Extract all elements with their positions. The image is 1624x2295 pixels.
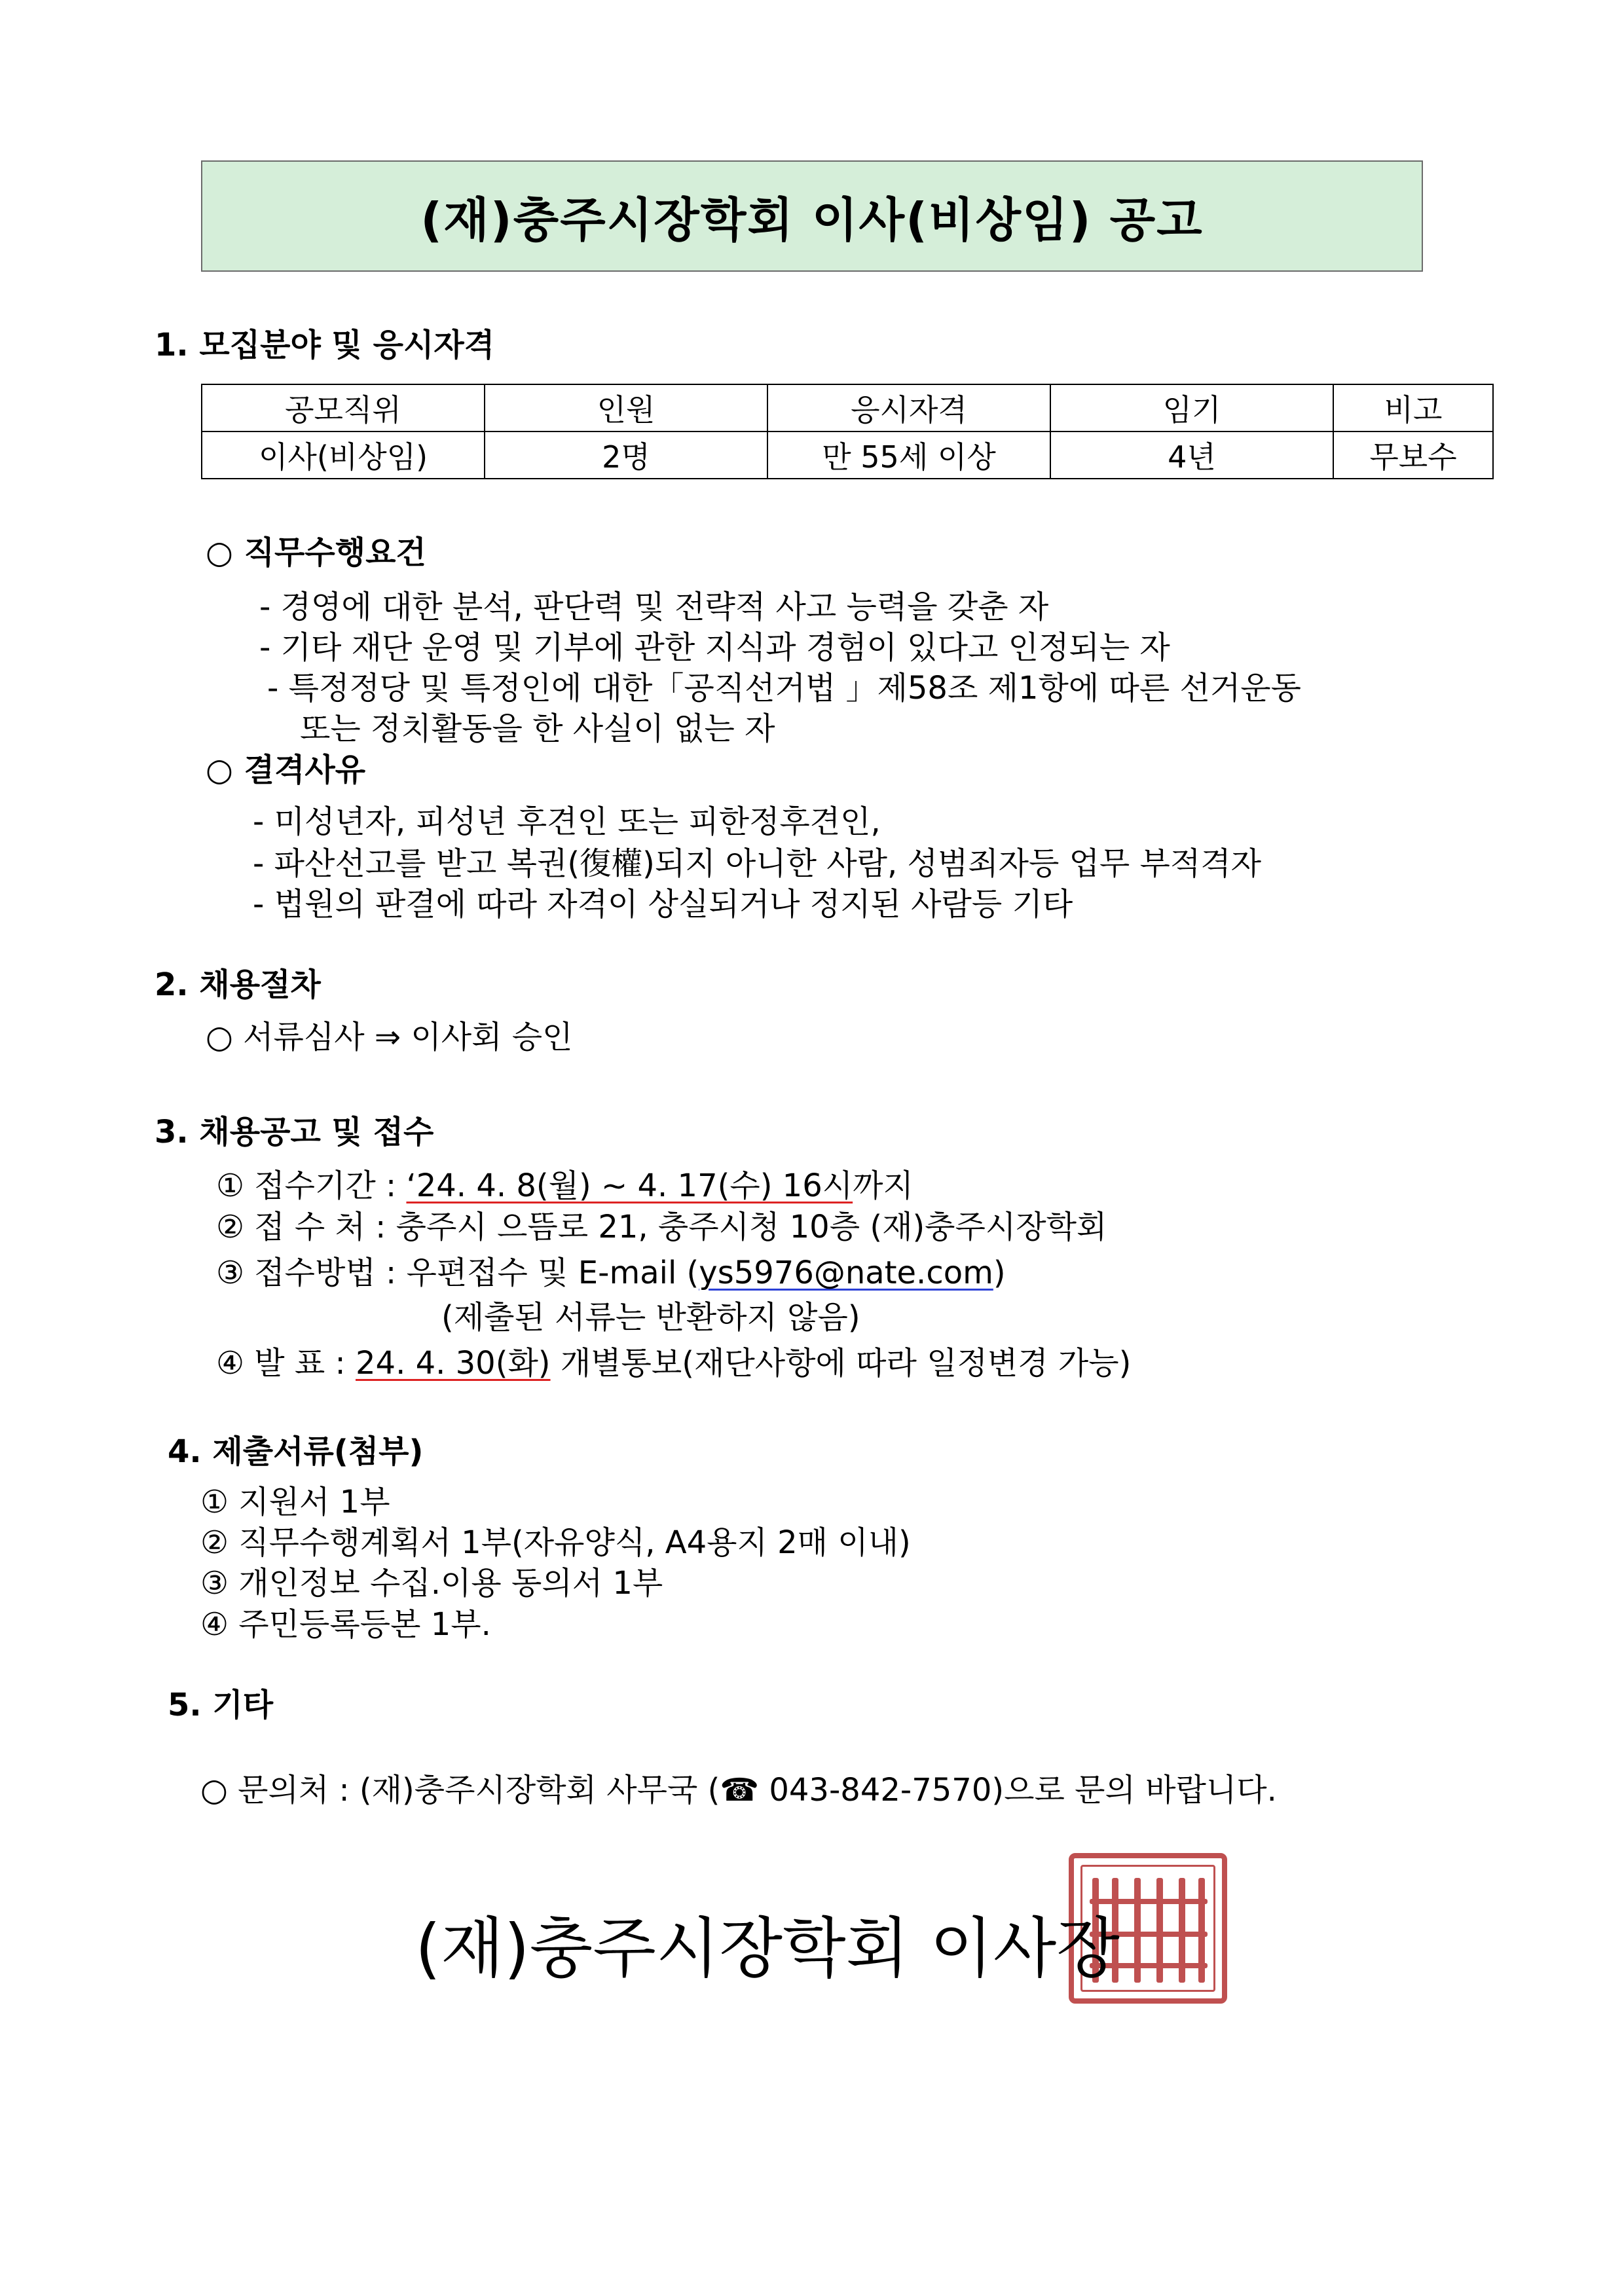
period-suffix: 까지 — [853, 1167, 913, 1204]
document-item: ④ 주민등록등본 1부. — [200, 1606, 491, 1643]
section4-heading: 4. 제출서류(첨부) — [168, 1433, 424, 1470]
duty-title: ○ 직무수행요건 — [206, 534, 426, 571]
method-label: ③ 접수방법 : 우편접수 및 E-mail ( — [216, 1255, 699, 1291]
place-line: ② 접 수 처 : 충주시 으뜸로 21, 충주시청 10층 (재)충주시장학회 — [216, 1209, 1107, 1245]
disqualify-title: ○ 결격사유 — [206, 752, 366, 788]
disqualify-item: - 파산선고를 받고 복권(復權)되지 아니한 사람, 성범죄자등 업무 부적격자 — [253, 845, 1262, 882]
table-header-cell: 비고 — [1333, 384, 1493, 431]
section1-heading: 1. 모집분야 및 응시자격 — [155, 327, 495, 363]
disqualify-item: - 미성년자, 피성년 후견인 또는 피한정후견인, — [253, 803, 881, 840]
section2-heading: 2. 채용절차 — [155, 966, 321, 1003]
table-cell: 4년 — [1050, 431, 1333, 479]
duty-item: - 경영에 대한 분석, 판단력 및 전략적 사고 능력을 갖춘 자 — [259, 589, 1049, 625]
duty-item: - 특정정당 및 특정인에 대한「공직선거법 」제58조 제1항에 따른 선거운동 — [267, 670, 1301, 707]
table-cell: 2명 — [485, 431, 767, 479]
document-item: ② 직무수행계획서 1부(자유양식, A4용지 2매 이내) — [200, 1524, 911, 1561]
signature-line: (재)충주시장학회 이사장 — [415, 1910, 1120, 1987]
table-header-cell: 공모직위 — [202, 384, 485, 431]
announce-line — [216, 1338, 1131, 1383]
section3-heading: 3. 채용공고 및 접수 — [155, 1114, 434, 1150]
email-link[interactable]: ys5976@nate.com — [699, 1255, 993, 1291]
period-label: ① 접수기간 : — [216, 1167, 397, 1204]
table-cell: 만 55세 이상 — [767, 431, 1050, 479]
method-line — [216, 1247, 1006, 1293]
recruit-table — [201, 384, 1494, 479]
method-suffix: ) — [993, 1255, 1006, 1291]
table-header-cell: 임기 — [1050, 384, 1333, 431]
table-header-row — [202, 384, 1493, 431]
document-item: ① 지원서 1부 — [200, 1484, 390, 1520]
table-cell: 이사(비상임) — [202, 431, 485, 479]
announce-rest: 개별통보(재단사항에 따라 일정변경 가능) — [560, 1345, 1132, 1382]
period-line — [216, 1160, 913, 1205]
document-item: ③ 개인정보 수집.이용 동의서 1부 — [200, 1565, 663, 1602]
duty-item: 또는 정치활동을 한 사실이 없는 자 — [300, 710, 775, 747]
contact-line: ○ 문의처 : (재)충주시장학회 사무국 (☎ 043-842-7570)으로 문의 바랍니다. — [200, 1772, 1277, 1808]
section5-heading: 5. 기타 — [168, 1687, 274, 1723]
announce-date: 24. 4. 30(화) — [355, 1345, 551, 1382]
document-title: (재)충주시장학회 이사(비상임) 공고 — [201, 160, 1423, 272]
table-row — [202, 431, 1493, 479]
announce-label: ④ 발 표 : — [216, 1345, 346, 1382]
disqualify-item: - 법원의 판결에 따라 자격이 상실되거나 정지된 사람등 기타 — [253, 886, 1073, 923]
period-value: ‘24. 4. 8(월) ~ 4. 17(수) 16시 — [406, 1167, 853, 1204]
duty-item: - 기타 재단 운영 및 기부에 관한 지식과 경험이 있다고 인정되는 자 — [259, 629, 1170, 666]
table-header-cell: 응시자격 — [767, 384, 1050, 431]
table-cell: 무보수 — [1333, 431, 1493, 479]
table-header-cell: 인원 — [485, 384, 767, 431]
method-note: (제출된 서류는 반환하지 않음) — [441, 1299, 860, 1336]
procedure-line: ○ 서류심사 ⇒ 이사회 승인 — [206, 1019, 573, 1056]
